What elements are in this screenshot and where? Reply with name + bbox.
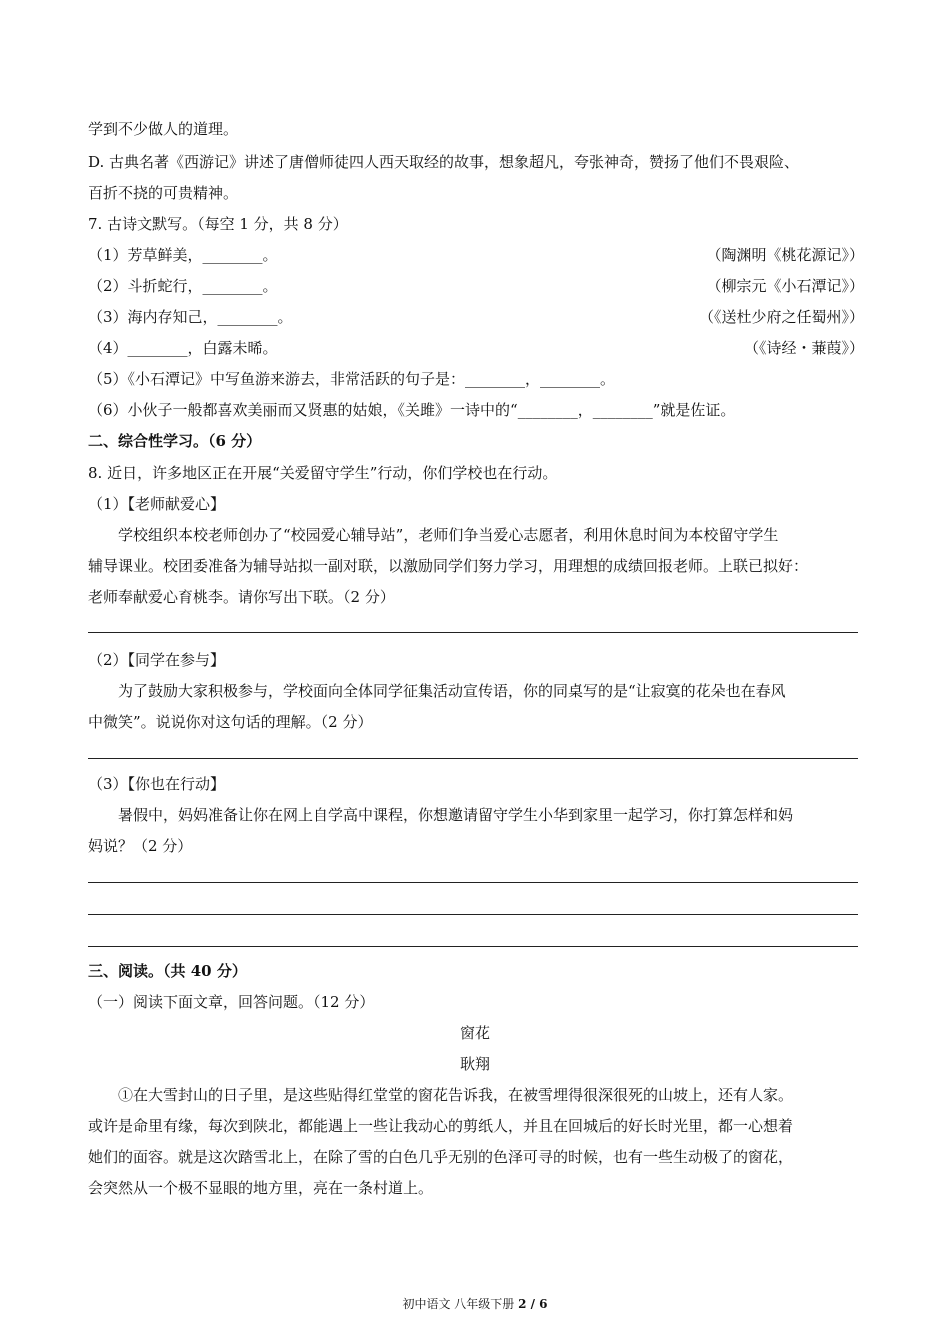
q7-item-2-source: （柳宗元《小石潭记》） (706, 277, 864, 295)
section2-heading: 二、综合性学习。（6 分） (88, 432, 262, 450)
section3-sub-heading: （一）阅读下面文章，回答问题。（12 分） (88, 993, 375, 1011)
article-para1-line1: ①在大雪封山的日子里，是这些贴得红堂堂的窗花告诉我，在被雪埋得很深很死的山坡上，还有人家。 (118, 1086, 794, 1104)
article-author: 耿翔 (459, 1055, 490, 1073)
footer-label: 初中语文 八年级下册 (402, 1297, 519, 1311)
article-para1-line4: 会突然从一个极不显眼的地方里，亮在一条村道上。 (88, 1179, 434, 1197)
q8-intro: 8. 近日，许多地区正在开展“关爱留守学生”行动，你们学校也在行动。 (88, 464, 558, 482)
q8-part2-title: （2）【同学在参与】 (88, 651, 226, 669)
q8-part3-line1: 暑假中，妈妈准备让你在网上自学高中课程，你想邀请留守学生小华到家里一起学习，你打算怎样和妈 (118, 806, 794, 824)
answer-line (88, 914, 858, 915)
q8-part1-line2: 辅导课业。校团委准备为辅导站拟一副对联，以激励同学们努力学习，用理想的成绩回报老师。上联已拟好： (88, 557, 809, 575)
q8-part2-line2: 中微笑”。说说你对这句话的理解。（2 分） (88, 713, 373, 731)
q7-heading: 7. 古诗文默写。（每空 1 分，共 8 分） (88, 215, 348, 233)
section3-heading: 三、阅读。（共 40 分） (88, 962, 247, 980)
q7-item-5: （5）《小石潭记》中写鱼游来游去，非常活跃的句子是：________，________。 (88, 370, 616, 388)
q8-part3-title: （3）【你也在行动】 (88, 775, 226, 793)
q7-item-3: （3）海内存知己，________。 (88, 308, 293, 326)
q7-item-6: （6）小伙子一般都喜欢美丽而又贤惠的姑娘，《关雎》一诗中的“________，________”就是佐证。 (88, 401, 736, 419)
q6-option-d-line1: D. 古典名著《西游记》讲述了唐僧师徒四人西天取经的故事，想象超凡，夸张神奇，赞扬了他们不畏艰险、 (88, 153, 800, 171)
q6-continuation-line: 学到不少做人的道理。 (88, 120, 239, 138)
q8-part1-line3: 老师奉献爱心育桃李。请你写出下联。（2 分） (88, 588, 395, 606)
q8-part2-line1: 为了鼓励大家积极参与，学校面向全体同学征集活动宣传语，你的同桌写的是“让寂寞的花朵也在春风 (118, 682, 786, 700)
page-footer (0, 1296, 950, 1312)
article-para1-line3: 她们的面容。就是这次踏雪北上，在除了雪的白色几乎无别的色泽可寻的时候，也有一些生动极了的窗花， (88, 1148, 794, 1166)
q7-item-2: （2）斗折蛇行，________。 (88, 277, 278, 295)
q7-item-1-source: （陶渊明《桃花源记》） (706, 246, 864, 264)
q8-part1-line1: 学校组织本校老师创办了“校园爱心辅导站”，老师们争当爱心志愿者，利用休息时间为本校留守学生 (118, 526, 779, 544)
answer-line (88, 632, 858, 633)
q6-option-d-line2: 百折不挠的可贵精神。 (88, 184, 239, 202)
q7-item-3-source: （《送杜少府之任蜀州》） (698, 308, 864, 326)
answer-line (88, 946, 858, 947)
page-number: 2 / 6 (518, 1297, 548, 1311)
q7-item-4: （4）________，白露未晞。 (88, 339, 278, 357)
answer-line (88, 758, 858, 759)
q8-part1-title: （1）【老师献爱心】 (88, 495, 226, 513)
q8-part3-line2: 妈说？（2 分） (88, 837, 193, 855)
answer-line (88, 882, 858, 883)
q7-item-1: （1）芳草鲜美，________。 (88, 246, 278, 264)
q7-item-4-source: （《诗经・蒹葭》） (743, 339, 864, 357)
article-para1-line2: 或许是命里有缘，每次到陕北，都能遇上一些让我动心的剪纸人，并且在回城后的好长时光里，都一心想着 (88, 1117, 794, 1135)
article-title: 窗花 (459, 1024, 490, 1042)
